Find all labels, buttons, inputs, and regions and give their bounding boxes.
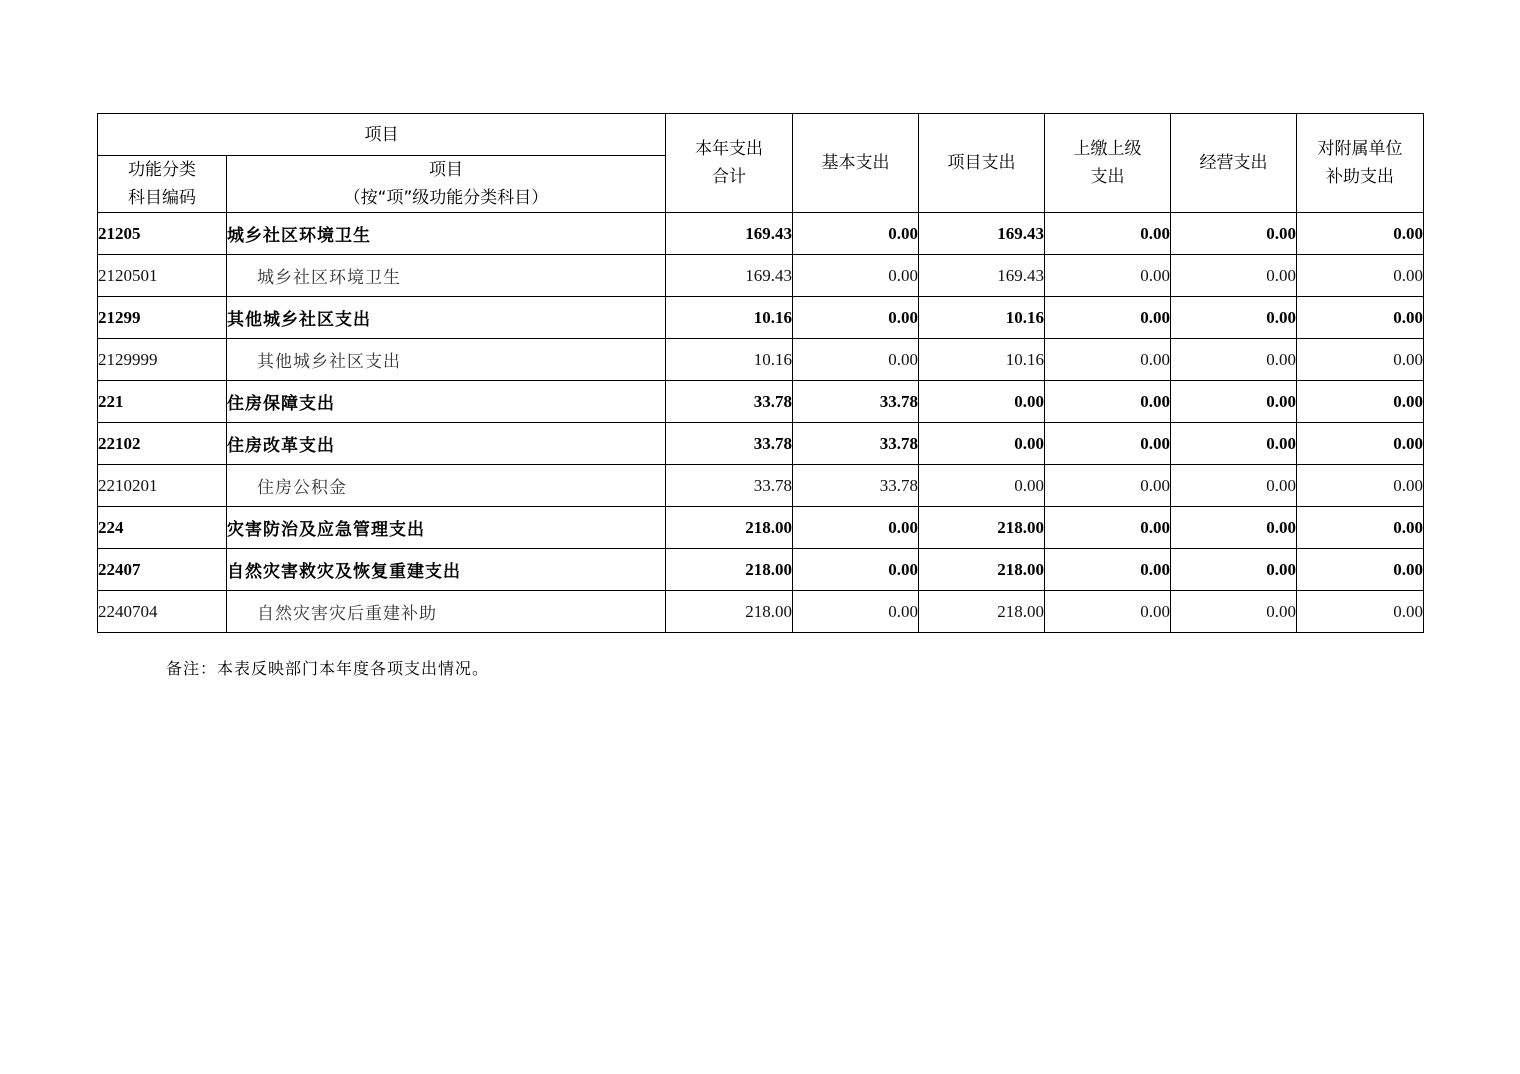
table-row — [98, 339, 1424, 381]
row-upper: 0.00 — [1045, 339, 1171, 381]
row-total: 218.00 — [666, 507, 793, 549]
row-operating: 0.00 — [1171, 507, 1297, 549]
row-code: 221 — [98, 381, 227, 423]
row-name: 自然灾害灾后重建补助 — [227, 591, 666, 633]
row-name: 住房保障支出 — [227, 381, 666, 423]
row-project: 218.00 — [919, 549, 1045, 591]
row-project: 169.43 — [919, 255, 1045, 297]
row-code: 2240704 — [98, 591, 227, 633]
row-upper: 0.00 — [1045, 465, 1171, 507]
row-project: 218.00 — [919, 507, 1045, 549]
row-operating: 0.00 — [1171, 297, 1297, 339]
header-code — [98, 156, 227, 213]
row-upper: 0.00 — [1045, 549, 1171, 591]
row-upper: 0.00 — [1045, 381, 1171, 423]
row-upper: 0.00 — [1045, 213, 1171, 255]
row-operating: 0.00 — [1171, 591, 1297, 633]
header-total-line1: 本年支出 — [695, 139, 763, 159]
header-code-line2: 科目编码 — [128, 188, 196, 208]
header-row-1 — [98, 114, 1424, 156]
table-row — [98, 549, 1424, 591]
row-subsidy: 0.00 — [1297, 213, 1424, 255]
row-operating: 0.00 — [1171, 423, 1297, 465]
row-basic: 0.00 — [793, 339, 919, 381]
header-subsidy — [1297, 114, 1424, 213]
header-upper-line1: 上缴上级 — [1073, 139, 1142, 159]
row-subsidy: 0.00 — [1297, 465, 1424, 507]
row-basic: 0.00 — [793, 255, 919, 297]
header-name-line1: 项目 — [429, 160, 463, 180]
table-row — [98, 381, 1424, 423]
row-code: 21299 — [98, 297, 227, 339]
row-project: 0.00 — [919, 381, 1045, 423]
header-name — [227, 156, 666, 213]
row-total: 10.16 — [666, 297, 793, 339]
row-project: 10.16 — [919, 339, 1045, 381]
row-name: 城乡社区环境卫生 — [227, 255, 666, 297]
row-name: 住房改革支出 — [227, 423, 666, 465]
row-subsidy: 0.00 — [1297, 549, 1424, 591]
row-basic: 33.78 — [793, 423, 919, 465]
row-subsidy: 0.00 — [1297, 255, 1424, 297]
table-row — [98, 507, 1424, 549]
row-project: 0.00 — [919, 423, 1045, 465]
row-code: 22102 — [98, 423, 227, 465]
table-row — [98, 465, 1424, 507]
table-row — [98, 255, 1424, 297]
row-subsidy: 0.00 — [1297, 297, 1424, 339]
header-upper-line2: 支出 — [1090, 167, 1125, 187]
row-project: 0.00 — [919, 465, 1045, 507]
row-total: 218.00 — [666, 549, 793, 591]
row-basic: 33.78 — [793, 465, 919, 507]
row-basic: 0.00 — [793, 297, 919, 339]
row-code: 224 — [98, 507, 227, 549]
header-name-line2: （按“项”级功能分类科目） — [343, 188, 549, 208]
row-basic: 0.00 — [793, 213, 919, 255]
table-row — [98, 213, 1424, 255]
row-total: 218.00 — [666, 591, 793, 633]
expenditure-table — [97, 113, 1424, 633]
row-subsidy: 0.00 — [1297, 591, 1424, 633]
table-row — [98, 423, 1424, 465]
row-basic: 0.00 — [793, 549, 919, 591]
row-upper: 0.00 — [1045, 255, 1171, 297]
row-code: 21205 — [98, 213, 227, 255]
expenditure-table-container — [97, 113, 1423, 633]
row-subsidy: 0.00 — [1297, 339, 1424, 381]
row-code: 2210201 — [98, 465, 227, 507]
row-total: 169.43 — [666, 255, 793, 297]
row-operating: 0.00 — [1171, 381, 1297, 423]
header-project: 项目支出 — [919, 114, 1045, 213]
row-code: 2120501 — [98, 255, 227, 297]
row-project: 169.43 — [919, 213, 1045, 255]
row-upper: 0.00 — [1045, 507, 1171, 549]
table-row — [98, 297, 1424, 339]
row-upper: 0.00 — [1045, 591, 1171, 633]
row-subsidy: 0.00 — [1297, 507, 1424, 549]
row-name: 城乡社区环境卫生 — [227, 213, 666, 255]
row-operating: 0.00 — [1171, 549, 1297, 591]
row-project: 218.00 — [919, 591, 1045, 633]
header-total-line2: 合计 — [712, 167, 746, 187]
header-basic: 基本支出 — [793, 114, 919, 213]
header-upper — [1045, 114, 1171, 213]
header-group-project: 项目 — [98, 114, 666, 156]
table-footnote: 备注：本表反映部门本年度各项支出情况。 — [166, 659, 490, 678]
header-subsidy-line2: 补助支出 — [1326, 167, 1394, 187]
row-code: 22407 — [98, 549, 227, 591]
row-name: 其他城乡社区支出 — [227, 297, 666, 339]
row-total: 169.43 — [666, 213, 793, 255]
row-basic: 33.78 — [793, 381, 919, 423]
row-name: 灾害防治及应急管理支出 — [227, 507, 666, 549]
table-row — [98, 591, 1424, 633]
row-operating: 0.00 — [1171, 465, 1297, 507]
row-subsidy: 0.00 — [1297, 381, 1424, 423]
row-upper: 0.00 — [1045, 297, 1171, 339]
row-name: 自然灾害救灾及恢复重建支出 — [227, 549, 666, 591]
row-basic: 0.00 — [793, 591, 919, 633]
header-operating: 经营支出 — [1171, 114, 1297, 213]
header-total — [666, 114, 793, 213]
row-project: 10.16 — [919, 297, 1045, 339]
row-name: 住房公积金 — [227, 465, 666, 507]
row-subsidy: 0.00 — [1297, 423, 1424, 465]
row-basic: 0.00 — [793, 507, 919, 549]
row-name: 其他城乡社区支出 — [227, 339, 666, 381]
row-operating: 0.00 — [1171, 339, 1297, 381]
row-upper: 0.00 — [1045, 423, 1171, 465]
row-code: 2129999 — [98, 339, 227, 381]
row-total: 33.78 — [666, 423, 793, 465]
row-operating: 0.00 — [1171, 255, 1297, 297]
row-total: 33.78 — [666, 465, 793, 507]
row-total: 10.16 — [666, 339, 793, 381]
row-operating: 0.00 — [1171, 213, 1297, 255]
row-total: 33.78 — [666, 381, 793, 423]
header-subsidy-line1: 对附属单位 — [1317, 139, 1403, 159]
header-code-line1: 功能分类 — [128, 160, 196, 180]
